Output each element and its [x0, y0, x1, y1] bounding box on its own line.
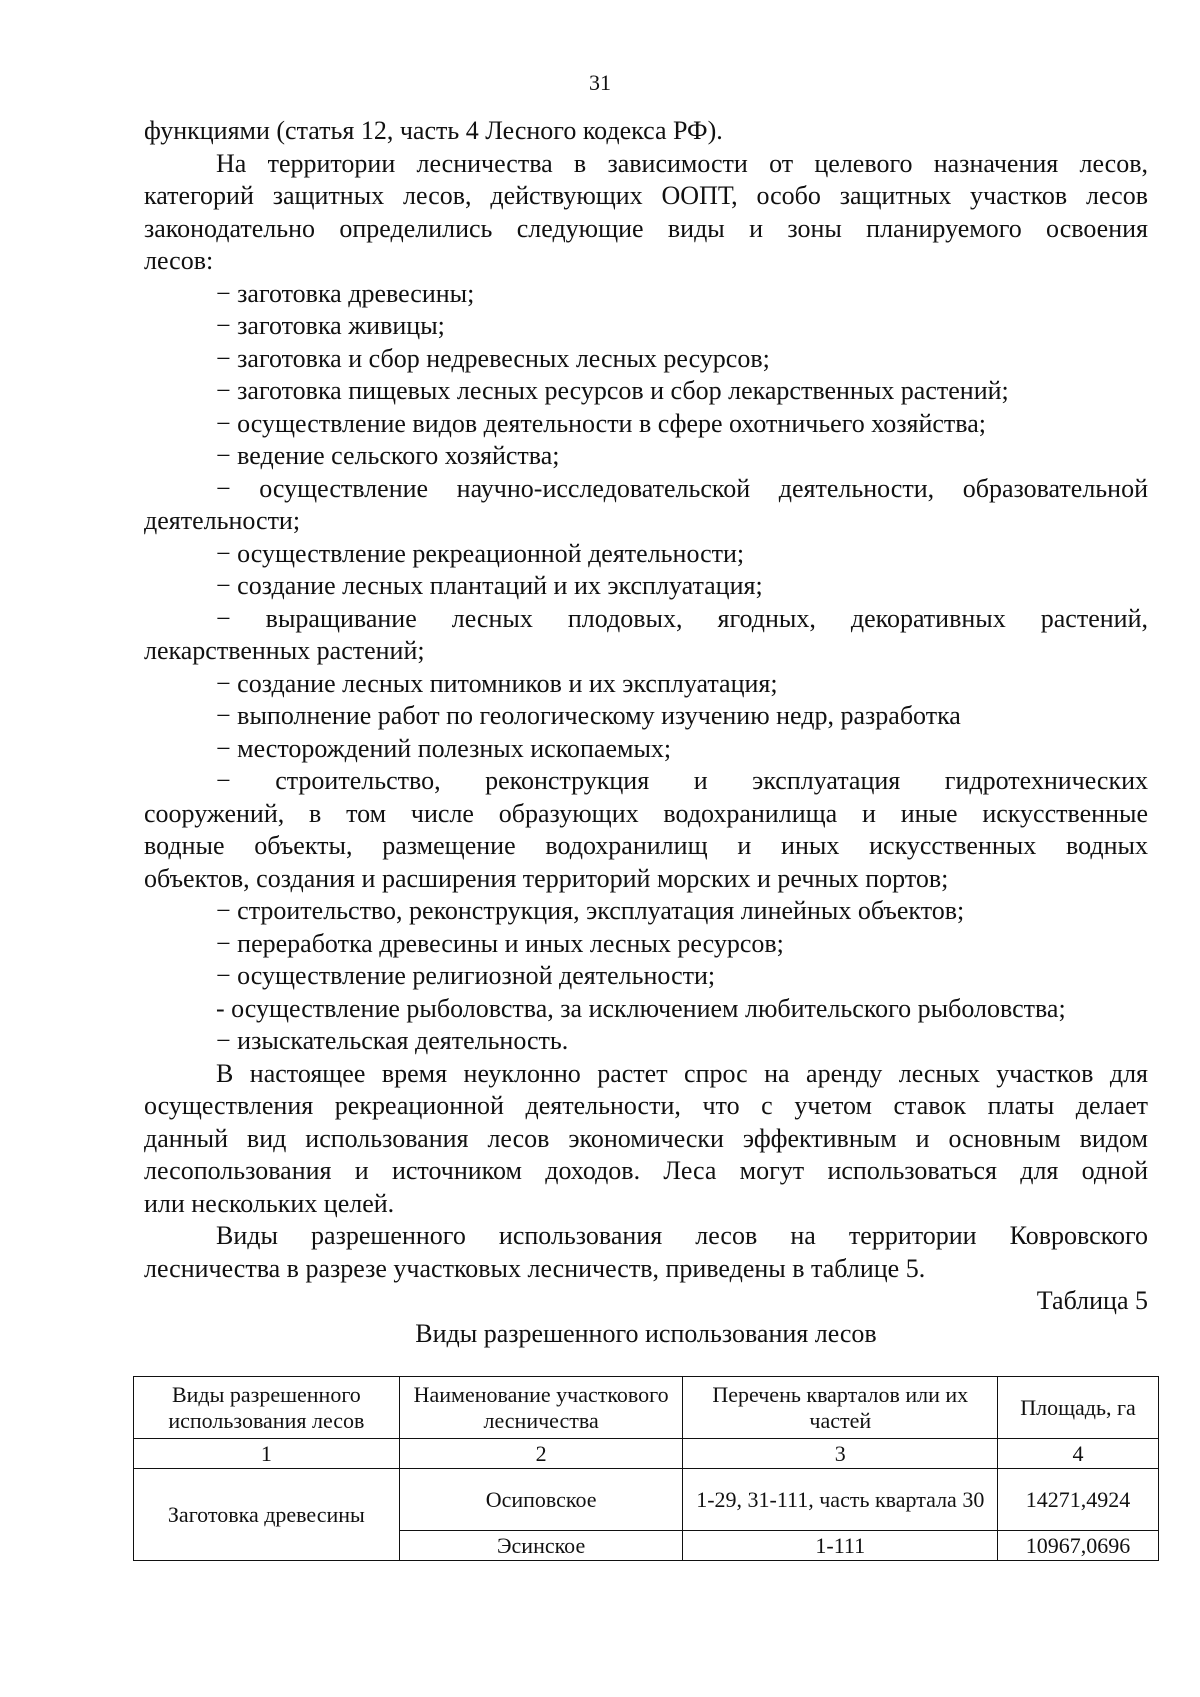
text-line: осуществления рекреационной деятельности, что с учетом ставок платы делает [144, 1091, 1148, 1120]
table-cell-quarters: 1-29, 31-111, часть квартала 30 [683, 1469, 998, 1531]
page-number: 31 [589, 70, 611, 95]
table-title: Виды разрешенного использования лесов [415, 1318, 877, 1348]
list-item: − создание лесных плантаций и их эксплуатация; [216, 571, 763, 600]
table-header-cell: Площадь, га [998, 1377, 1159, 1439]
text-line: или нескольких целей. [144, 1188, 395, 1218]
table-row [134, 1469, 1159, 1531]
text-line: лекарственных растений; [144, 636, 425, 665]
table-header-row [134, 1377, 1159, 1439]
text-line: деятельности; [144, 506, 301, 535]
text-line: водные объекты, размещение водохранилищ и иных искусственных водных [144, 831, 1148, 860]
table-cell-area: 14271,4924 [998, 1469, 1159, 1531]
list-item: − выполнение работ по геологическому изучению недр, разработка [216, 701, 961, 730]
column-number: 4 [998, 1439, 1159, 1469]
text-line: лесничества в разрезе участковых лесничеств, приведены в таблице 5. [144, 1253, 926, 1283]
text-line: Виды разрешенного использования лесов на территории Ковровского [216, 1221, 1148, 1250]
list-item: − заготовка пищевых лесных ресурсов и сбор лекарственных растений; [216, 376, 1009, 405]
table-label: Таблица 5 [1036, 1286, 1148, 1315]
list-item: − осуществление видов деятельности в сфере охотничьего хозяйства; [216, 408, 986, 438]
text-line: категорий защитных лесов, действующих ООПТ, особо защитных участков лесов [144, 181, 1148, 210]
table-header-cell: Перечень кварталов или их частей [683, 1377, 998, 1439]
table-header-cell: Наименование участкового лесничества [399, 1377, 683, 1439]
list-item: − создание лесных питомников и их эксплуатация; [216, 668, 778, 698]
list-item: − ведение сельского хозяйства; [216, 441, 560, 470]
list-item: − осуществление рекреационной деятельности; [216, 538, 745, 568]
table-cell-forestry: Эсинское [399, 1531, 683, 1561]
text-line: данный вид использования лесов экономически эффективным и основным видом [144, 1123, 1148, 1153]
table-header-cell: Виды разрешенного использования лесов [134, 1377, 400, 1439]
list-item: − выращивание лесных плодовых, ягодных, декоративных растений, [216, 603, 1148, 633]
text-line: функциями (статья 12, часть 4 Лесного кодекса РФ). [144, 116, 723, 145]
text-line: лесопользования и источником доходов. Леса могут использоваться для одной [144, 1156, 1148, 1185]
forest-use-table [133, 1376, 1159, 1561]
list-item: - осуществление рыболовства, за исключением любительского рыболовства; [216, 993, 1066, 1023]
list-item: − осуществление религиозной деятельности; [216, 961, 716, 990]
text-line: законодательно определились следующие виды и зоны планируемого освоения [144, 213, 1148, 243]
table-cell-quarters: 1-111 [683, 1531, 998, 1561]
list-item: − осуществление научно-исследовательской деятельности, образовательной [216, 473, 1148, 503]
text-line: На территории лесничества в зависимости от целевого назначения лесов, [216, 148, 1148, 178]
data-table [133, 1376, 1159, 1561]
text-line: сооружений, в том числе образующих водохранилища и иные искусственные [144, 798, 1148, 828]
list-item: − месторождений полезных ископаемых; [216, 733, 672, 763]
column-number: 3 [683, 1439, 998, 1469]
list-item: − заготовка древесины; [216, 278, 475, 308]
text-line: объектов, создания и расширения территорий морских и речных портов; [144, 863, 949, 893]
body-text [144, 115, 1148, 1350]
list-item: − изыскательская деятельность. [216, 1026, 569, 1055]
table-cell-area: 10967,0696 [998, 1531, 1159, 1561]
table-cell-forestry: Осиповское [399, 1469, 683, 1531]
list-item: − строительство, реконструкция, эксплуатация линейных объектов; [216, 896, 965, 925]
column-number: 2 [399, 1439, 683, 1469]
table-number-row [134, 1439, 1159, 1469]
column-number: 1 [134, 1439, 400, 1469]
text-line: В настоящее время неуклонно растет спрос на аренду лесных участков для [216, 1058, 1148, 1088]
text-line: лесов: [144, 246, 214, 275]
list-item: − переработка древесины и иных лесных ресурсов; [216, 928, 784, 958]
list-item: − заготовка и сбор недревесных лесных ресурсов; [216, 343, 770, 373]
list-item: − заготовка живицы; [216, 311, 445, 340]
list-item: − строительство, реконструкция и эксплуатация гидротехнических [216, 766, 1148, 795]
table-cell-use-type: Заготовка древесины [134, 1469, 400, 1561]
